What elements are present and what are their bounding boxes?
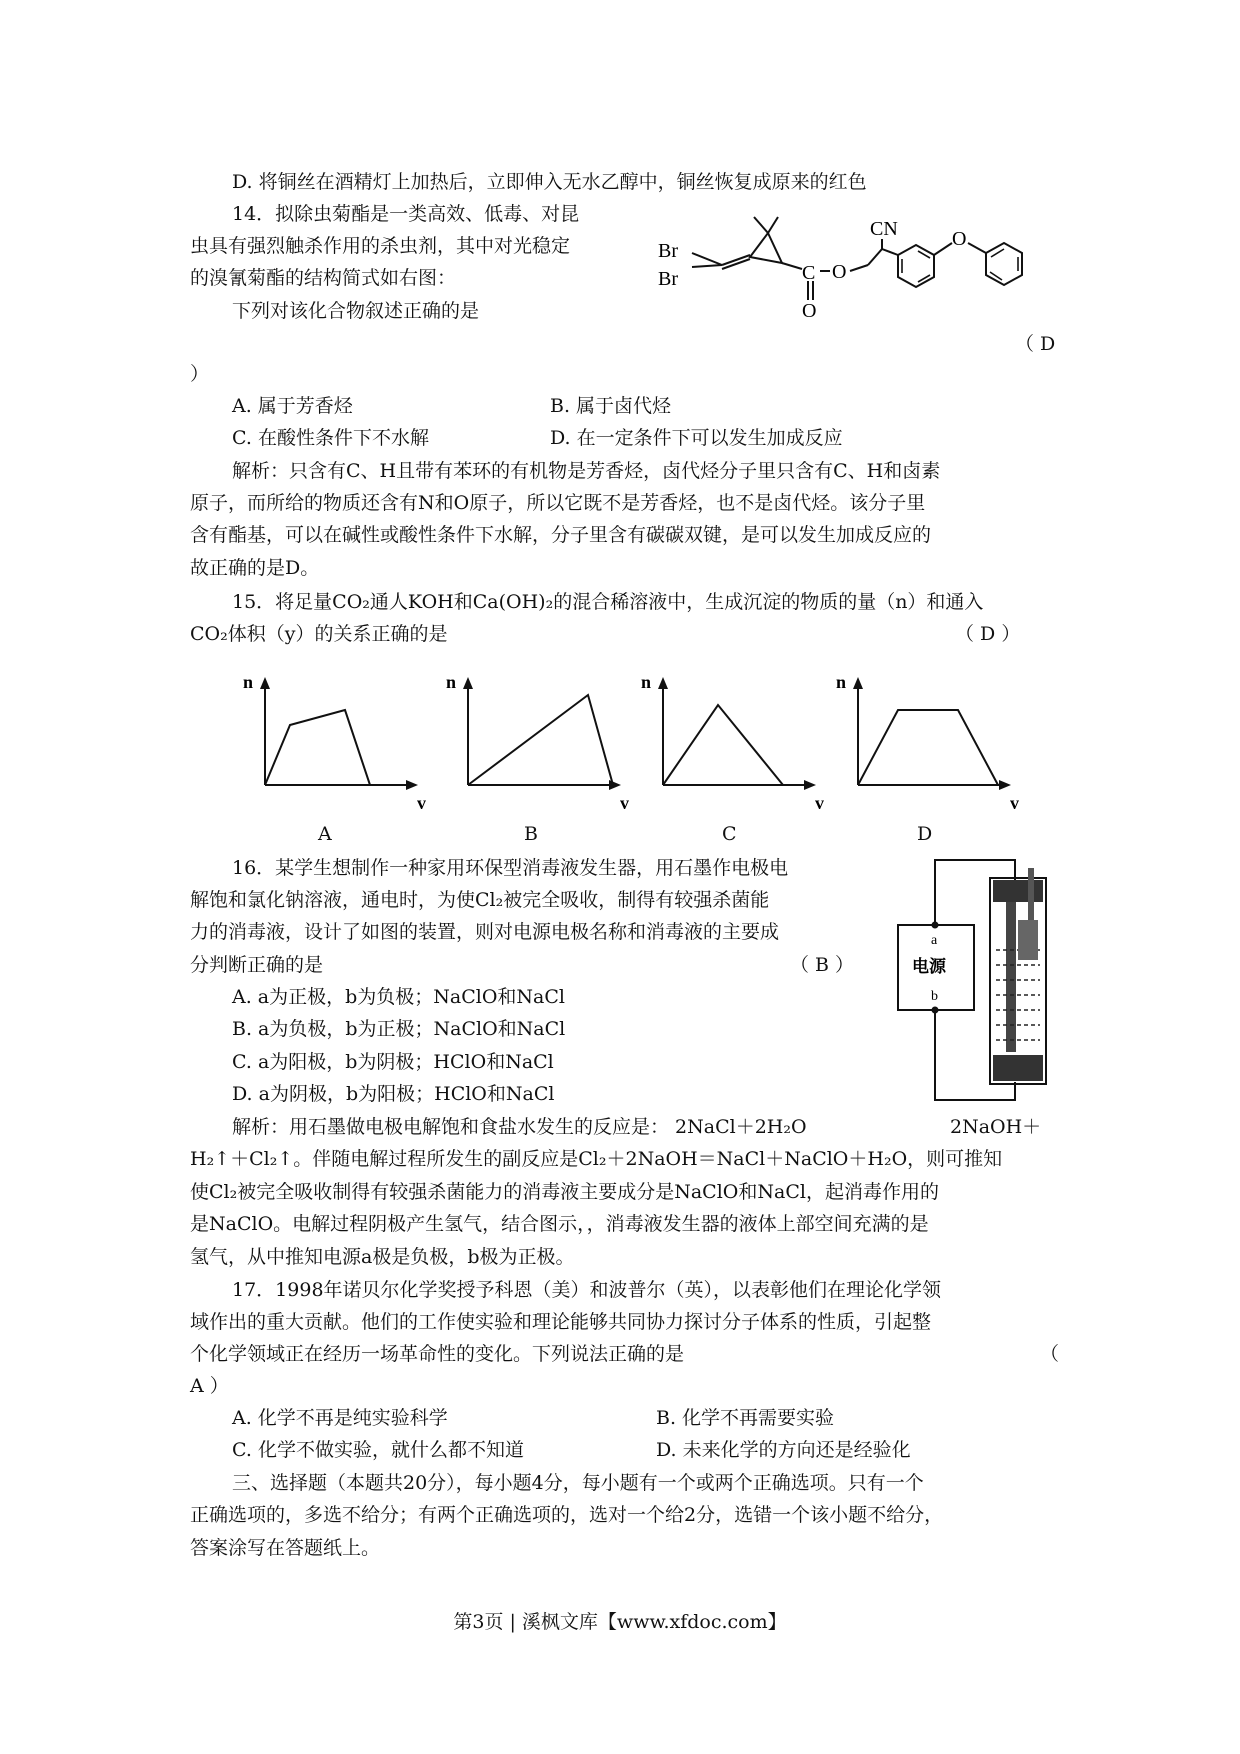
q16-stem-line1: 16．某学生想制作一种家用环保型消毒液发生器，用石墨作电极电 [232, 857, 789, 879]
graph-B-y-arrow [463, 677, 473, 689]
q16-analysis-line1: H₂↑＋Cl₂↑。伴随电解过程所发生的副反应是Cl₂＋2NaOH＝NaCl＋NaClO＋H₂O，则可推知 [190, 1148, 1003, 1170]
graph-C-curve [663, 705, 783, 785]
q16-answer: （ B ） [790, 954, 855, 976]
q16-analysis-line3: 是NaClO。电解过程阴极产生氢气，结合图示，，消毒液发生器的液体上部空间充满的是 [190, 1213, 929, 1235]
q16-option-d: D. a为阴极，b为阳极；HClO和NaCl [232, 1083, 555, 1105]
q17-option-b: B. 化学不再需要实验 [656, 1407, 835, 1429]
q16-option-b: B. a为负极，b为正极；NaClO和NaCl [232, 1018, 566, 1040]
q14-stem-line2: 虫具有强烈触杀作用的杀虫剂，其中对光稳定 [190, 235, 571, 257]
q14-option-a: A. 属于芳香烃 [232, 395, 353, 417]
q14-option-b: B. 属于卤代烃 [550, 395, 672, 417]
graph-B-curve [468, 695, 613, 785]
q15-graph-label-c: C [722, 823, 737, 845]
page-footer: 第3页 | 溪枫文库【www.xfdoc.com】 [453, 1611, 787, 1633]
bromine-label-1: Br [658, 240, 678, 262]
graph-C-y-arrow [658, 677, 668, 689]
q14-stem-line3: 的溴氰菊酯的结构简式如右图： [190, 267, 457, 289]
q17-option-d: D. 未来化学的方向还是经验化 [656, 1439, 911, 1461]
q14-option-c: C. 在酸性条件下不水解 [232, 427, 429, 449]
q17-stem-line2: 域作出的重大贡献。他们的工作使实验和理论能够共同协力探讨分子体系的性质，引起整 [190, 1311, 932, 1333]
q15-stem-line1: 15．将足量CO₂通人KOH和Ca(OH)₂的混合稀溶液中，生成沉淀的物质的量（n）和通入 [232, 591, 984, 613]
q16-analysis-head-right: 2NaOH＋ [950, 1116, 1042, 1138]
graph-D-y-arrow [853, 677, 863, 689]
q17-stem-line1: 17．1998年诺贝尔化学奖授予科恩（美）和波普尔（英），以表彰他们在理论化学领 [232, 1279, 942, 1301]
bromine-label-2: Br [658, 268, 678, 290]
q16-option-c: C. a为阳极，b为阴极；HClO和NaCl [232, 1051, 554, 1073]
q14-stem-line4: 下列对该化合物叙述正确的是 [232, 300, 480, 322]
q14-option-d: D. 在一定条件下可以发生加成反应 [550, 427, 843, 449]
graph-A-x-arrow [406, 780, 418, 790]
cyano-label: CN [870, 218, 898, 240]
q16-option-a: A. a为正极，b为负极；NaClO和NaCl [232, 986, 566, 1008]
q17-option-c: C. 化学不做实验，就什么都不知道 [232, 1439, 524, 1461]
q14-analysis-line2: 原子，而所给的物质还含有N和O原子，所以它既不是芳香烃，也不是卤代烃。该分子里 [190, 492, 926, 514]
graph-D-curve [858, 710, 998, 785]
graph-B-y-label: n [446, 672, 457, 692]
q14-answer: （ D [1015, 333, 1056, 355]
q16-stem-line2: 解饱和氯化钠溶液，通电时，为使Cl₂被完全吸收，制得有较强杀菌能 [190, 889, 770, 911]
electrode-b-label: b [931, 989, 938, 1004]
q15-answer: （ D ） [955, 623, 1021, 645]
q15-graph-label-a: A [318, 823, 332, 845]
graph-A-curve [265, 710, 370, 785]
q14-answer-close: ） [190, 363, 210, 385]
section3-instructions-line3: 答案涂写在答题纸上。 [190, 1537, 381, 1559]
ester-oxygen-label: O [832, 261, 847, 283]
graph-B-x-label: v [620, 793, 629, 813]
carbonyl-oxygen-label: O [802, 300, 817, 320]
graph-D-x-arrow [999, 780, 1011, 790]
q17-answer-open: （ [1040, 1343, 1060, 1365]
q14-analysis-line1: 解析：只含有C、H且带有苯环的有机物是芳香烃，卤代烃分子里只含有C、H和卤素 [232, 460, 941, 482]
graph-C-y-label: n [641, 672, 652, 692]
q17-answer: A ） [190, 1375, 229, 1397]
graph-A-x-label: v [417, 793, 426, 813]
q16-analysis-line2: 使Cl₂被完全吸收制得有较强杀菌能力的消毒液主要成分是NaClO和NaCl，起消毒作用的 [190, 1181, 939, 1203]
q14-stem-line1: 14．拟除虫菊酯是一类高效、低毒、对昆 [232, 203, 580, 225]
q16-analysis-head: 解析：用石墨做电极电解饱和食盐水发生的反应是： 2NaCl＋2H₂O [232, 1116, 807, 1138]
ether-oxygen-label: O [952, 228, 967, 250]
q14-analysis-line4: 故正确的是D。 [190, 557, 320, 579]
section3-instructions-line1: 三、选择题（本题共20分），每小题4分，每小题有一个或两个正确选项。只有一个 [232, 1472, 924, 1494]
deltamethrin-structure-figure [650, 205, 1070, 320]
q15-stem-line2: CO₂体积（y）的关系正确的是 [190, 623, 448, 645]
q17-stem-line3: 个化学领域正在经历一场革命性的变化。下列说法正确的是 [190, 1343, 685, 1365]
graph-C-x-arrow [804, 780, 816, 790]
electrode-a-label: a [931, 933, 938, 948]
q16-stem-line4: 分判断正确的是 [190, 954, 324, 976]
q16-stem-line3: 力的消毒液，设计了如图的装置，则对电源电极名称和消毒液的主要成 [190, 921, 780, 943]
section3-instructions-line2: 正确选项的，多选不给分；有两个正确选项的，选对一个给2分，选错一个该小题不给分， [190, 1504, 944, 1526]
graph-D-y-label: n [836, 672, 847, 692]
q13-option-d: D. 将铜丝在酒精灯上加热后，立即伸入无水乙醇中，铜丝恢复成原来的红色 [232, 171, 867, 193]
q15-graph-options [230, 650, 1030, 850]
graph-D-x-label: v [1010, 793, 1019, 813]
electrolysis-device-figure [880, 850, 1070, 1110]
q14-analysis-line3: 含有酯基，可以在碱性或酸性条件下水解，分子里含有碳碳双键，是可以发生加成反应的 [190, 524, 932, 546]
q16-analysis-line4: 氢气，从中推知电源a极是负极，b极为正极。 [190, 1246, 575, 1268]
graph-A-y-arrow [260, 677, 270, 689]
power-source-label: 电源 [912, 957, 946, 976]
q15-graph-label-d: D [917, 823, 933, 845]
graph-A-y-label: n [243, 672, 254, 692]
carbonyl-carbon-label: C [802, 262, 816, 284]
q15-graph-label-b: B [524, 823, 538, 845]
graph-B-x-arrow [609, 780, 621, 790]
graph-C-x-label: v [815, 793, 824, 813]
q17-option-a: A. 化学不再是纯实验科学 [232, 1407, 448, 1429]
